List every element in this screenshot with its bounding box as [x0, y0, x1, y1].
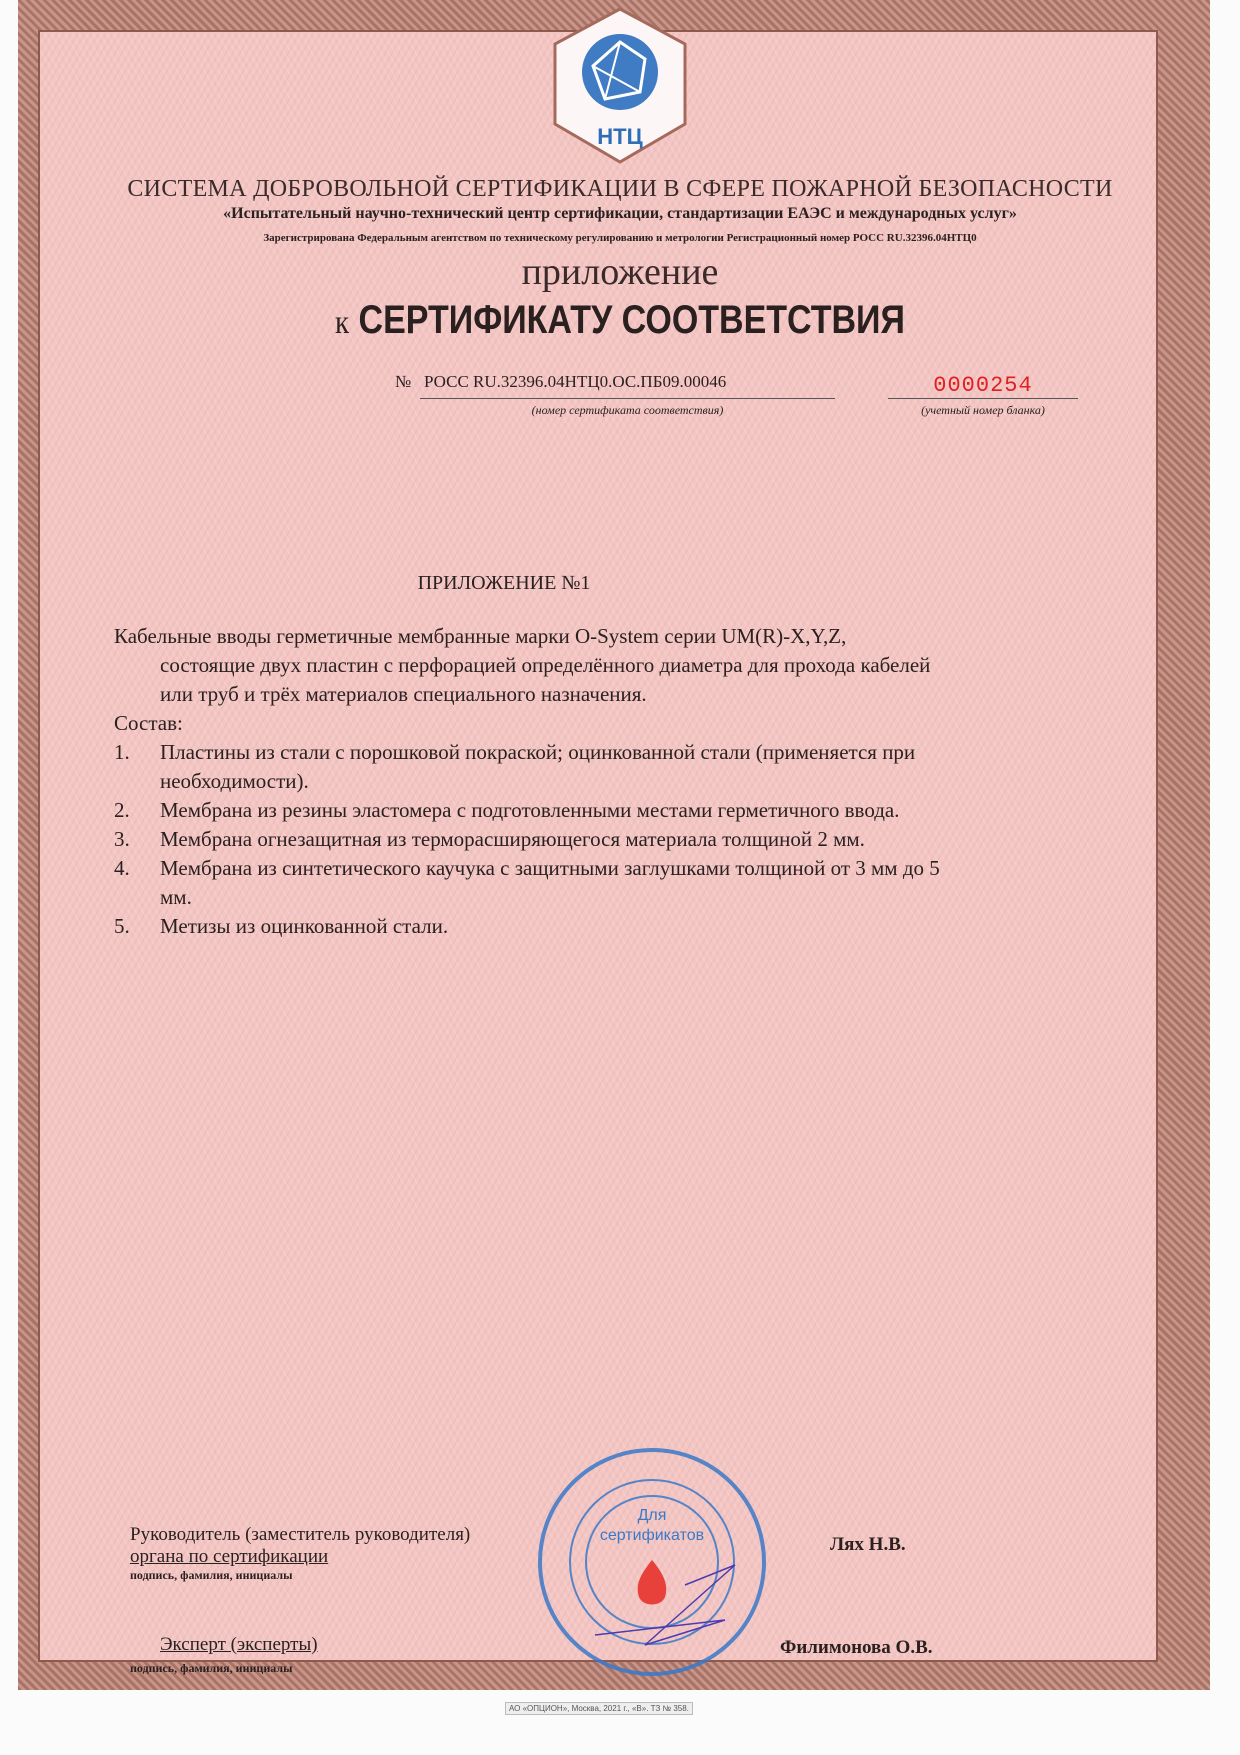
- expert-role: Эксперт (эксперты): [160, 1634, 318, 1655]
- number-sign: №: [395, 372, 412, 391]
- item-text: Мембрана огнезащитная из терморасширяющегося материала толщиной 2 мм.: [160, 827, 865, 851]
- title-certificate: [93, 298, 1147, 343]
- item-number: 1.: [114, 740, 130, 764]
- certificate-number-caption: (номер сертификата соответствия): [531, 403, 724, 417]
- list-item: [114, 854, 1104, 912]
- signature-scribble: [595, 1565, 735, 1645]
- intro-line: Кабельные вводы герметичные мембранные марки O-System серии UM(R)-X,Y,Z,: [114, 624, 847, 648]
- registration-info: Зарегистрирована Федеральным агентством по техническому регулированию и метрологии Регистрационный номер РОСС RU.32396.04НТЦ0: [263, 232, 977, 244]
- expert-signature-label: [160, 1634, 318, 1656]
- head-body: органа по сертификации: [130, 1546, 329, 1567]
- certification-stamp: [535, 1445, 770, 1680]
- intro-line: или труб и трёх материалов специального назначения.: [160, 682, 647, 706]
- item-number: 3.: [114, 827, 130, 851]
- appendix-heading: ПРИЛОЖЕНИЕ №1: [417, 572, 591, 594]
- title-main: СЕРТИФИКАТУ СООТВЕТСТВИЯ: [358, 298, 905, 342]
- logo-text: НТЦ: [597, 124, 643, 149]
- flame-icon: [638, 1560, 667, 1605]
- item-number: 2.: [114, 798, 130, 822]
- composition-label: Состав:: [114, 711, 183, 735]
- item-number: 4.: [114, 856, 130, 880]
- item-text: [160, 738, 915, 796]
- appendix-body: [114, 622, 1104, 941]
- head-signature-label: [130, 1524, 470, 1583]
- list-item: [114, 738, 1104, 796]
- item-text: Мембрана из резины эластомера с подготовленными местами герметичного ввода.: [160, 798, 900, 822]
- item-text: Метизы из оцинкованной стали.: [160, 914, 449, 938]
- title-prefix: к: [335, 304, 350, 341]
- printer-footer: АО «ОПЦИОН», Москва, 2021 г., «В». ТЗ № 358.: [505, 1702, 693, 1715]
- ntc-logo: [545, 4, 695, 169]
- title-appendix: приложение: [521, 251, 719, 293]
- certificate-number-row: [395, 372, 726, 392]
- blank-number-caption: (учетный номер бланка): [921, 403, 1045, 417]
- blank-number-underline: [888, 398, 1078, 399]
- head-role: Руководитель (заместитель руководителя): [130, 1524, 471, 1545]
- item-text-cont: необходимости).: [160, 769, 309, 793]
- stamp-text-2: сертификатов: [599, 1527, 705, 1544]
- center-name: «Испытательный научно-технический центр сертификации, стандартизации ЕАЭС и международных услуг»: [223, 205, 1017, 222]
- intro-line: состоящие двух пластин с перфорацией определённого диаметра для прохода кабелей: [160, 653, 931, 677]
- expert-name: Филимонова О.В.: [780, 1637, 933, 1658]
- list-item: [114, 796, 1104, 825]
- expert-caption: подпись, фамилия, инициалы: [130, 1661, 293, 1675]
- item-text: [160, 854, 940, 912]
- stamp-text-1: Для: [637, 1507, 667, 1524]
- item-number: 5.: [114, 914, 130, 938]
- certificate-number-underline: [420, 398, 835, 399]
- head-caption: подпись, фамилия, инициалы: [130, 1568, 293, 1582]
- item-text-cont: мм.: [160, 885, 192, 909]
- certificate-number: РОСС RU.32396.04НТЦ0.ОС.ПБ09.00046: [423, 372, 727, 391]
- system-name: СИСТЕМА ДОБРОВОЛЬНОЙ СЕРТИФИКАЦИИ В СФЕРЕ ПОЖАРНОЙ БЕЗОПАСНОСТИ: [127, 176, 1113, 202]
- blank-number: 0000254: [933, 373, 1033, 398]
- list-item: [114, 912, 1104, 941]
- list-item: [114, 825, 1104, 854]
- item-text-line: Пластины из стали с порошковой покраской; оцинкованной стали (применяется при: [160, 740, 916, 764]
- head-name: Лях Н.В.: [830, 1534, 906, 1555]
- item-text-line: Мембрана из синтетического каучука с защитными заглушками толщиной от 3 мм до 5: [160, 856, 940, 880]
